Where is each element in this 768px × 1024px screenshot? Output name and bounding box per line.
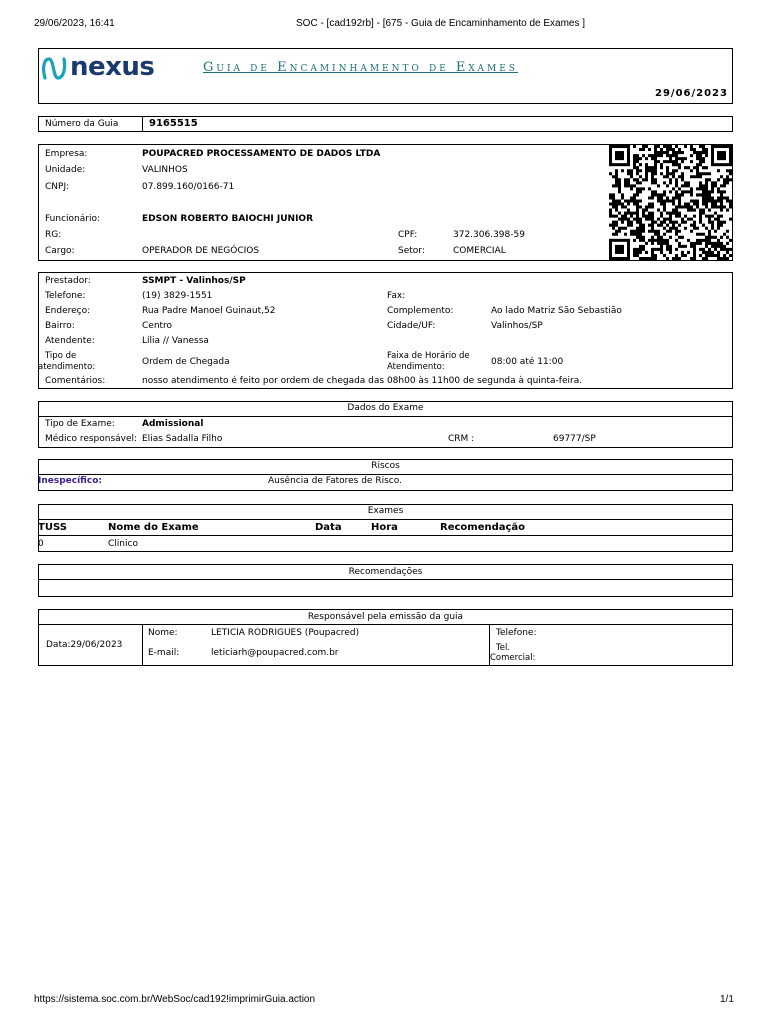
dados-exame-heading: Dados do Exame bbox=[347, 403, 424, 413]
responsavel-email: leticiarh@poupacred.com.br bbox=[211, 648, 339, 658]
doc-title: Guia de Encaminhamento de Exames bbox=[203, 60, 518, 75]
bairro-value: Centro bbox=[142, 321, 173, 331]
logo-text: nexus bbox=[70, 52, 155, 82]
guia-label: Número da Guia bbox=[45, 119, 119, 129]
medico-value: Elias Sadalla Filho bbox=[142, 434, 223, 444]
cargo-label: Cargo: bbox=[45, 246, 75, 256]
funcionario-label: Funcionário: bbox=[45, 214, 101, 224]
prestador-telefone-value: (19) 3829-1551 bbox=[142, 291, 213, 301]
prestador-value: SSMPT - Valinhos/SP bbox=[142, 276, 246, 286]
row-nome: Clinico bbox=[108, 539, 138, 549]
tel-comercial-label-1: Tel. bbox=[496, 643, 511, 653]
col-recomendacao: Recomendação bbox=[440, 522, 526, 533]
faixa-label-1: Faixa de Horário de bbox=[387, 351, 470, 361]
print-url[interactable]: https://sistema.soc.com.br/WebSoc/cad192!imprimirGuia.action bbox=[34, 994, 316, 1005]
col-hora: Hora bbox=[371, 522, 398, 533]
row-tuss: 0 bbox=[38, 539, 44, 549]
comentarios-label: Comentários: bbox=[45, 376, 106, 386]
cidade-label: Cidade/UF: bbox=[387, 321, 436, 331]
cpf-label: CPF: bbox=[398, 230, 418, 240]
fax-label: Fax: bbox=[387, 291, 406, 301]
empresa-value: POUPACRED PROCESSAMENTO DE DADOS LTDA bbox=[142, 149, 381, 159]
risco-value: Ausência de Fatores de Risco. bbox=[268, 476, 402, 486]
responsavel-nome-label: Nome: bbox=[148, 628, 178, 638]
atendente-value: Lília // Vanessa bbox=[142, 336, 209, 346]
faixa-label-2: Atendimento: bbox=[387, 362, 445, 372]
recomendacoes-heading: Recomendações bbox=[348, 567, 423, 577]
print-page-number: 1/1 bbox=[720, 994, 734, 1005]
prestador-label: Prestador: bbox=[45, 276, 91, 286]
bairro-label: Bairro: bbox=[45, 321, 75, 331]
medico-label: Médico responsável: bbox=[45, 434, 138, 444]
crm-value: 69777/SP bbox=[553, 434, 596, 444]
col-tuss: TUSS bbox=[38, 522, 67, 533]
atendente-label: Atendente: bbox=[45, 336, 95, 346]
responsavel-nome: LETICIA RODRIGUES (Poupacred) bbox=[211, 628, 360, 638]
complemento-label: Complemento: bbox=[387, 306, 454, 316]
doc-date: 29/06/2023 bbox=[655, 88, 728, 99]
tipo-atendimento-label-2: atendimento: bbox=[38, 362, 96, 372]
print-datetime: 29/06/2023, 16:41 bbox=[34, 18, 115, 29]
exames-heading: Exames bbox=[367, 506, 404, 516]
nexus-logo bbox=[40, 54, 162, 84]
cargo-value: OPERADOR DE NEGÓCIOS bbox=[142, 246, 260, 256]
tipo-exame-value: Admissional bbox=[142, 419, 204, 429]
setor-label: Setor: bbox=[398, 246, 425, 256]
comentarios-value: nosso atendimento é feito por ordem de chegada das 08h00 às 11h00 de segunda à quinta-feira. bbox=[142, 376, 583, 386]
qr-code bbox=[609, 145, 732, 260]
crm-label: CRM : bbox=[448, 434, 475, 444]
responsavel-data: Data:29/06/2023 bbox=[46, 640, 123, 650]
funcionario-value: EDSON ROBERTO BAIOCHI JUNIOR bbox=[142, 214, 314, 224]
setor-value: COMERCIAL bbox=[453, 246, 506, 256]
responsavel-email-label: E-mail: bbox=[148, 648, 180, 658]
guia-number: 9165515 bbox=[149, 118, 198, 129]
unidade-value: VALINHOS bbox=[142, 165, 188, 175]
complemento-value: Ao lado Matriz São Sebastião bbox=[491, 306, 622, 316]
responsavel-heading: Responsável pela emissão da guia bbox=[307, 612, 464, 622]
responsavel-telefone-label: Telefone: bbox=[496, 628, 537, 638]
cnpj-value: 07.899.160/0166-71 bbox=[142, 182, 235, 192]
print-title: SOC - [cad192rb] - [675 - Guia de Encaminhamento de Exames ] bbox=[296, 18, 586, 29]
cnpj-label: CNPJ: bbox=[45, 182, 70, 192]
tipo-exame-label: Tipo de Exame: bbox=[45, 419, 115, 429]
tipo-atendimento-value: Ordem de Chegada bbox=[142, 357, 230, 367]
unidade-label: Unidade: bbox=[45, 165, 86, 175]
faixa-value: 08:00 até 11:00 bbox=[491, 357, 564, 367]
prestador-telefone-label: Telefone: bbox=[45, 291, 86, 301]
nexus-logo-icon bbox=[40, 54, 70, 84]
cpf-value: 372.306.398-59 bbox=[453, 230, 525, 240]
col-data: Data bbox=[315, 522, 342, 533]
tipo-atendimento-label-1: Tipo de bbox=[45, 351, 77, 361]
cidade-value: Valinhos/SP bbox=[491, 321, 543, 331]
rg-label: RG: bbox=[45, 230, 62, 240]
tel-comercial-label-2: Comercial: bbox=[490, 653, 536, 663]
qr-code-icon bbox=[609, 145, 732, 260]
riscos-heading: Riscos bbox=[371, 461, 400, 471]
endereco-label: Endereço: bbox=[45, 306, 91, 316]
risco-category: Inespecífico: bbox=[38, 476, 102, 486]
endereco-value: Rua Padre Manoel Guinaut,52 bbox=[142, 306, 276, 316]
col-nome-exame: Nome do Exame bbox=[108, 522, 199, 533]
empresa-label: Empresa: bbox=[45, 149, 88, 159]
